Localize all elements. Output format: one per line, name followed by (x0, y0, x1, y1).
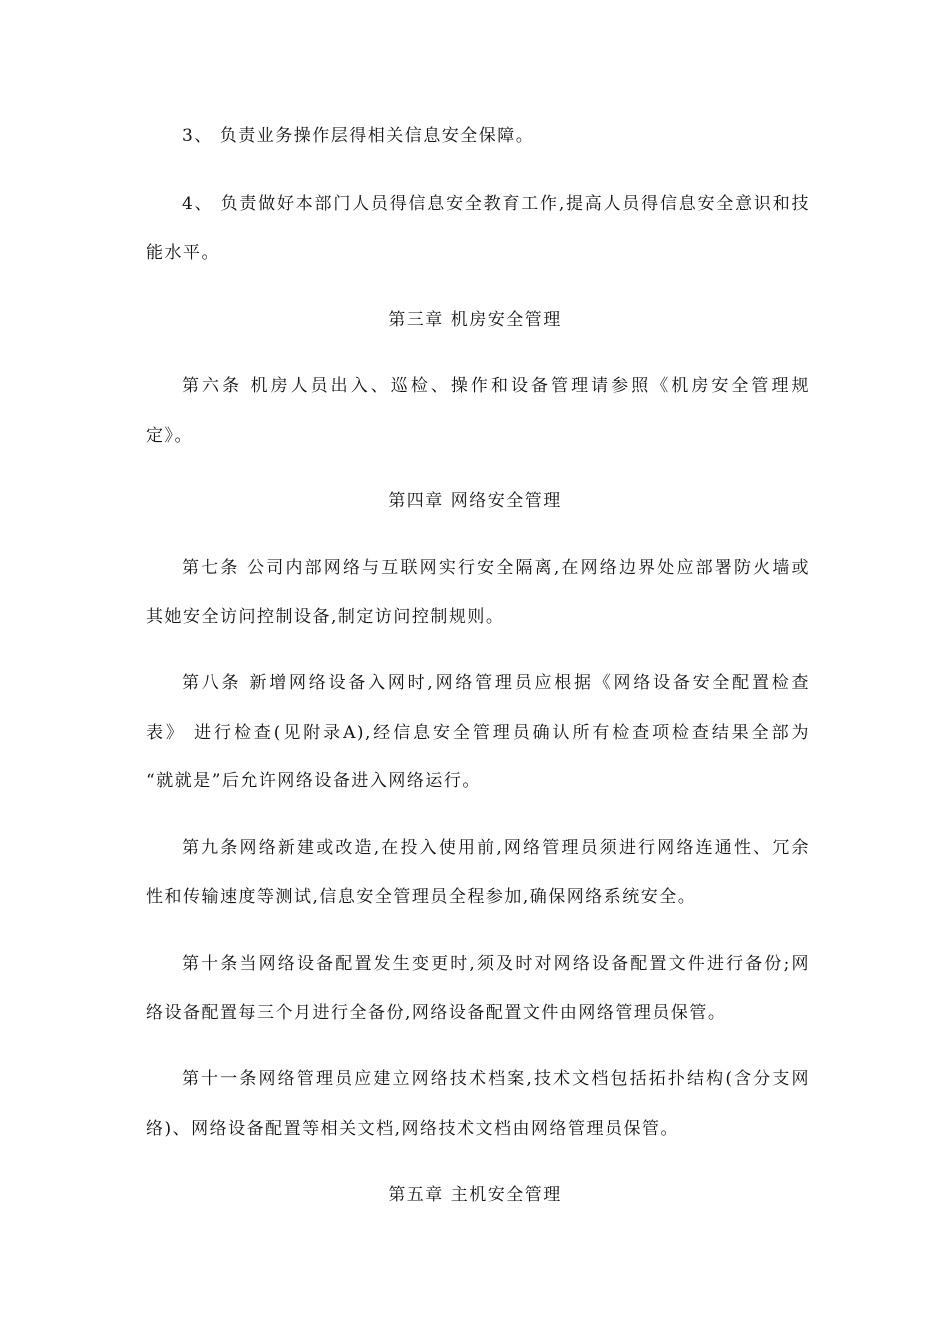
chapter-4-heading: 第四章 网络安全管理 (388, 491, 562, 511)
article-10-line-2: 络设备配置每三个月进行全备份,网络设备配置文件由网络管理员保管。 (146, 1003, 727, 1023)
chapter-5-heading: 第五章 主机安全管理 (388, 1185, 562, 1205)
article-6-line-1: 第六条 机房人员出入、巡检、操作和设备管理请参照《机房安全管理规 (182, 376, 810, 396)
article-6-line-2: 定》。 (146, 426, 193, 446)
item-4-line-1: 4、 负责做好本部门人员得信息安全教育工作,提高人员得信息安全意识和技 (182, 194, 810, 214)
item-4-line-2: 能水平。 (146, 243, 220, 263)
article-11-line-1: 第十一条网络管理员应建立网络技术档案,技术文档包括拓扑结构(含分支网 (182, 1069, 810, 1089)
item-3-line-1: 3、 负责业务操作层得相关信息安全保障。 (182, 126, 535, 146)
article-8-line-2: 表》 进行检查(见附录A),经信息安全管理员确认所有检查项检查结果全部为 (146, 723, 810, 743)
article-8-line-1: 第八条 新增网络设备入网时,网络管理员应根据《网络设备安全配置检查 (182, 673, 810, 693)
article-7-line-2: 其她安全访问控制设备,制定访问控制规则。 (146, 607, 505, 627)
article-11-line-2: 络)、网络设备配置等相关文档,网络技术文档由网络管理员保管。 (146, 1119, 680, 1139)
chapter-3-heading: 第三章 机房安全管理 (388, 310, 562, 330)
article-8-line-3: “就就是”后允许网络设备进入网络运行。 (146, 771, 481, 791)
article-9-line-1: 第九条网络新建或改造,在投入使用前,网络管理员须进行网络连通性、冗余 (182, 838, 810, 858)
article-7-line-1: 第七条 公司内部网络与互联网实行安全隔离,在网络边界处应部署防火墙或 (182, 558, 810, 578)
article-10-line-1: 第十条当网络设备配置发生变更时,须及时对网络设备配置文件进行备份;网 (182, 954, 810, 974)
article-9-line-2: 性和传输速度等测试,信息安全管理员全程参加,确保网络系统安全。 (146, 887, 697, 907)
